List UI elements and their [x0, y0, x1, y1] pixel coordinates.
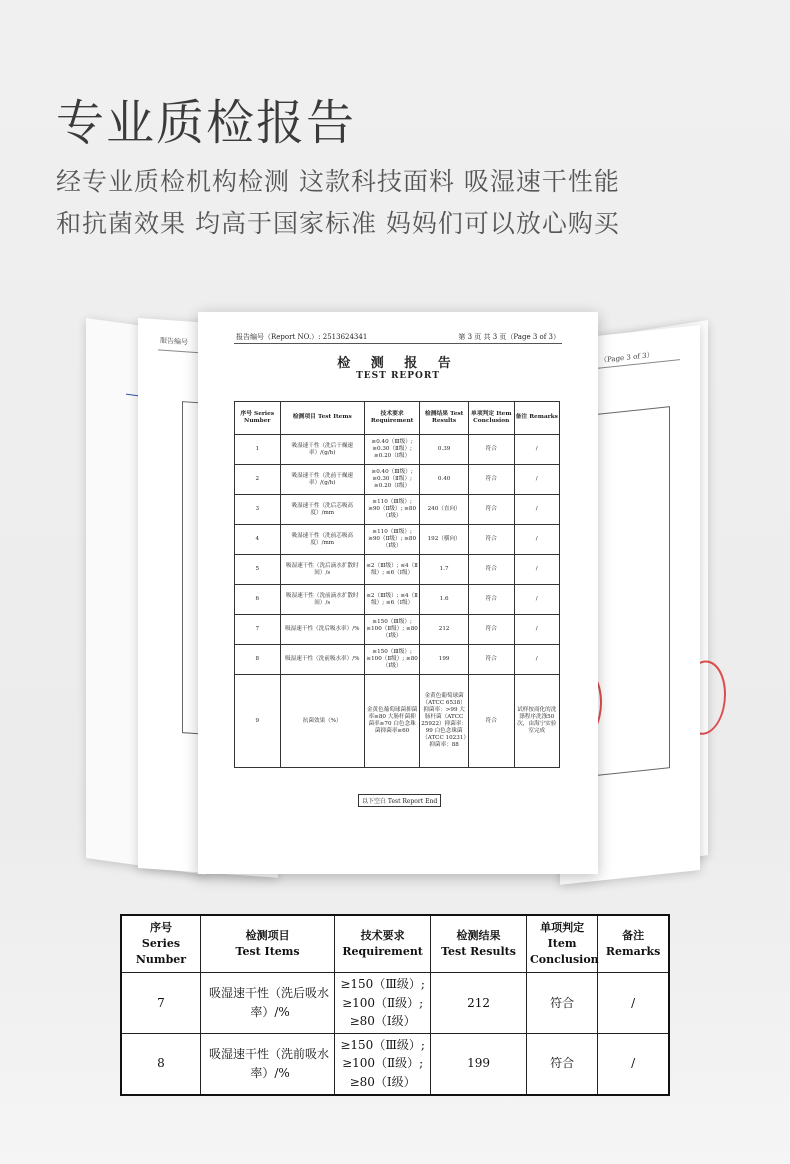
cell-conclusion: 符合 [469, 585, 515, 615]
table-row [121, 1033, 669, 1094]
report-title-en: TEST REPORT [356, 371, 440, 381]
col-requirement: 技术要求 Requirement [335, 915, 431, 973]
cell-item: 吸湿速干性（洗前干燥速率）/(g/h) [280, 465, 365, 495]
cell-result: 240（直向） [420, 495, 469, 525]
cell-no: 1 [235, 435, 281, 465]
cell-remark: / [514, 525, 560, 555]
cell-result: 1.6 [420, 585, 469, 615]
table-row [235, 555, 560, 585]
cell-no: 2 [235, 465, 281, 495]
cell-item: 吸湿速干性（洗前吸水 率）/% [200, 1033, 334, 1094]
cell-item: 吸湿速干性（洗后干燥速率）/(g/h) [280, 435, 365, 465]
cell-conclusion: 符合 [469, 645, 515, 675]
cell-result: 199 [431, 1033, 527, 1094]
page-title: 专业质检报告 [56, 95, 357, 151]
cell-no: 8 [121, 1033, 200, 1094]
zoomed-results-table [120, 914, 670, 1096]
cell-conclusion: 符合 [469, 555, 515, 585]
cell-result: 0.39 [420, 435, 469, 465]
cell-item: 吸湿速干性（洗后吸水率）/% [280, 615, 365, 645]
header-rule [234, 343, 562, 344]
cell-no: 6 [235, 585, 281, 615]
col-series-number: 序号 Series Number [121, 915, 200, 973]
table-row [235, 495, 560, 525]
cell-item: 吸湿速干性（洗后滴水扩散时间）/s [280, 555, 365, 585]
cell-item: 吸湿速干性（洗前芯吸高度）/mm [280, 525, 365, 555]
col-test-items: 检测项目 Test Items [200, 915, 334, 973]
col-header: 备注 Remarks [514, 402, 560, 435]
cell-item: 吸湿速干性（洗后芯吸高度）/mm [280, 495, 365, 525]
cell-remark: / [598, 1033, 669, 1094]
table-row [235, 585, 560, 615]
cell-item: 吸湿速干性（洗后吸水 率）/% [200, 973, 334, 1034]
cell-conclusion: 符合 [526, 1033, 597, 1094]
cell-result: 0.40 [420, 465, 469, 495]
cell-remark: / [514, 645, 560, 675]
cell-remark: / [514, 615, 560, 645]
cell-req: ≥0.40（Ⅲ级）; ≥0.30（Ⅱ级）; ≥0.20（Ⅰ级） [365, 435, 420, 465]
cell-remark: / [514, 435, 560, 465]
cell-req: ≥150（Ⅲ级）; ≥100（Ⅱ级）; ≥80（Ⅰ级） [335, 973, 431, 1034]
cell-item: 吸湿速干性（洗前吸水率）/% [280, 645, 365, 675]
table-row [235, 465, 560, 495]
table-row [235, 615, 560, 645]
cell-no: 7 [235, 615, 281, 645]
cell-no: 3 [235, 495, 281, 525]
cell-remark: / [514, 465, 560, 495]
cell-conclusion: 符合 [469, 525, 515, 555]
col-header: 单项判定 Item Conclusion [469, 402, 515, 435]
cell-conclusion: 符合 [469, 495, 515, 525]
cell-remark: / [514, 495, 560, 525]
test-report-sheet [198, 312, 598, 874]
cell-conclusion: 符合 [469, 435, 515, 465]
cell-no: 4 [235, 525, 281, 555]
cell-req: ≤2（Ⅲ级）; ≤4（Ⅱ级）; ≤6（Ⅰ级） [365, 555, 420, 585]
cell-req: ≥0.40（Ⅲ级）; ≥0.30（Ⅱ级）; ≥0.20（Ⅰ级） [365, 465, 420, 495]
cell-result: 199 [420, 645, 469, 675]
cell-conclusion: 符合 [469, 615, 515, 645]
cell-req: 金黄色葡萄球菌抑菌率≥80 大肠杆菌抑菌率≥70 白色念珠菌抑菌率≥60 [365, 675, 420, 768]
cell-result: 1.7 [420, 555, 469, 585]
side-sheet-page: （Page 3 of 3） [600, 350, 654, 365]
col-header: 检测结果 Test Results [420, 402, 469, 435]
cell-result: 192（横向） [420, 525, 469, 555]
cell-remark: / [514, 585, 560, 615]
cell-result: 金黄色葡萄球菌（ATCC 6538）抑菌率：>99 大肠杆菌（ATCC 25922）抑菌率：99 白色念珠菌（ATCC 10231）抑菌率：88 [420, 675, 469, 768]
col-remarks: 备注 Remarks [598, 915, 669, 973]
table-row [235, 525, 560, 555]
subtitle-line-2: 和抗菌效果 均高于国家标准 妈妈们可以放心购买 [56, 209, 620, 238]
col-item-conclusion: 单项判定 Item Conclusion [526, 915, 597, 973]
report-end-note: 以下空白 Test Report End [358, 794, 441, 807]
col-header: 技术要求 Requirement [365, 402, 420, 435]
table-row [121, 973, 669, 1034]
cell-no: 5 [235, 555, 281, 585]
report-table-header [235, 402, 560, 435]
cell-remark: / [514, 555, 560, 585]
col-test-results: 检测结果 Test Results [431, 915, 527, 973]
cell-req: ≤2（Ⅲ级）; ≤4（Ⅱ级）; ≤6（Ⅰ级） [365, 585, 420, 615]
cell-result: 212 [431, 973, 527, 1034]
table-row [235, 645, 560, 675]
cell-req: ≥110（Ⅲ级）; ≥90（Ⅱ级）; ≥80（Ⅰ级） [365, 525, 420, 555]
cell-remark: 试样按商化的洗涤程序洗涤50次，由海宁实验室完成 [514, 675, 560, 768]
cell-conclusion: 符合 [526, 973, 597, 1034]
col-header: 检测项目 Test Items [280, 402, 365, 435]
table-row [235, 675, 560, 768]
table-row [235, 435, 560, 465]
report-number: 报告编号（Report NO.）: 2513624341 [236, 333, 368, 341]
zoom-table-header [121, 915, 669, 973]
cell-req: ≥150（Ⅲ级）; ≥100（Ⅱ级）; ≥80（Ⅰ级） [365, 615, 420, 645]
cell-req: ≥150（Ⅲ级）; ≥100（Ⅱ级）; ≥80（Ⅰ级） [365, 645, 420, 675]
cell-no: 8 [235, 645, 281, 675]
col-header: 序号 Series Number [235, 402, 281, 435]
cell-req: ≥150（Ⅲ级）; ≥100（Ⅱ级）; ≥80（Ⅰ级） [335, 1033, 431, 1094]
cell-no: 7 [121, 973, 200, 1034]
cell-item: 吸湿速干性（洗前滴水扩散时间）/s [280, 585, 365, 615]
cell-no: 9 [235, 675, 281, 768]
cell-conclusion: 符合 [469, 465, 515, 495]
cell-result: 212 [420, 615, 469, 645]
report-page: 第 3 页 共 3 页（Page 3 of 3） [458, 333, 560, 341]
side-sheet-header: 服告编号 [160, 336, 188, 347]
cell-req: ≥110（Ⅲ级）; ≥90（Ⅱ级）; ≥80（Ⅰ级） [365, 495, 420, 525]
report-table [234, 401, 560, 768]
cell-item: 抗菌效果（%） [280, 675, 365, 768]
cell-remark: / [598, 973, 669, 1034]
cell-conclusion: 符合 [469, 675, 515, 768]
report-title: 检 测 报 告 [337, 356, 459, 371]
subtitle-line-1: 经专业质检机构检测 这款科技面料 吸湿速干性能 [56, 167, 620, 196]
